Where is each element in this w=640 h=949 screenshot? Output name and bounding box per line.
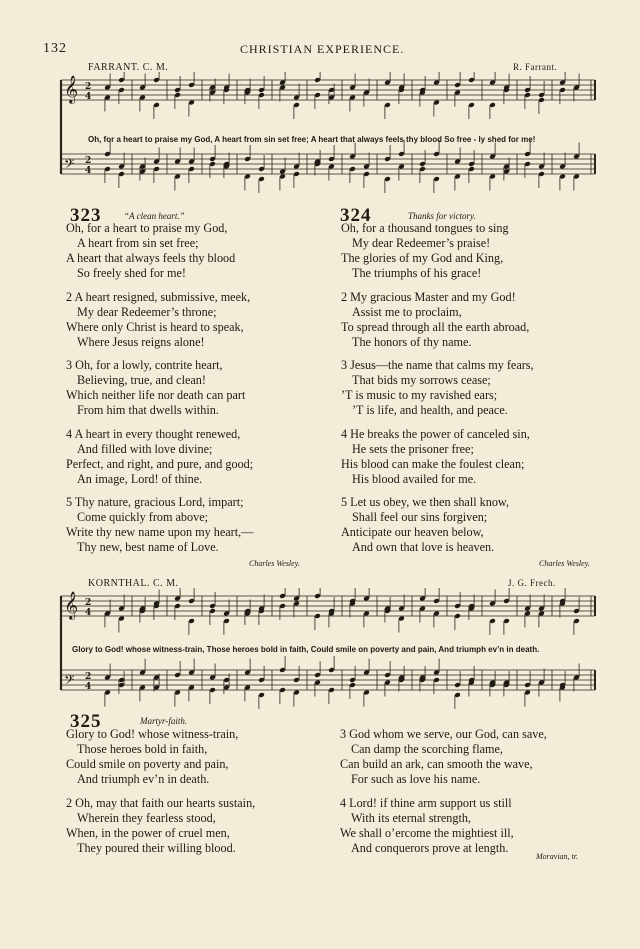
treble-clef-icon: 𝄞 — [64, 75, 79, 103]
tune-name: FARRANT. C. M. — [88, 62, 169, 73]
verse-line: 2 A heart resigned, submissive, meek, — [66, 289, 251, 304]
verse-line: Oh, for a thousand tongues to sing — [341, 221, 509, 235]
verse-line: ’T is music to my ravished ears; — [341, 388, 498, 403]
verse-line: They poured their willing blood. — [77, 840, 236, 855]
verse-line: Where only Christ is heard to speak, — [66, 319, 244, 334]
verse-line: The glories of my God and King, — [341, 251, 504, 265]
verse-line: 3 Jesus—the name that calms my fears, — [341, 358, 534, 373]
hymn-subtitle: Thanks for victory. — [408, 211, 476, 221]
verse-line: 4 Lord! if thine arm support us still — [340, 795, 512, 810]
verse-line: ’T is life, and health, and peace. — [352, 403, 508, 418]
page-number: 132 — [43, 41, 67, 56]
verse-line: A heart that always feels thy blood — [66, 251, 236, 265]
hymn-author: Charles Wesley. — [249, 559, 300, 568]
verse-line: From him that dwells within. — [77, 403, 219, 418]
tune-composer: J. G. Frech. — [508, 578, 556, 588]
time-signature: 4 — [85, 92, 92, 102]
time-signature: 2 — [85, 82, 92, 92]
verse-line: Can build an ark, can smooth the wave, — [340, 757, 533, 771]
verse-line: Anticipate our heaven below, — [341, 525, 484, 540]
verse-line: And own that love is heaven. — [352, 540, 495, 555]
hymn-number: 325 — [70, 711, 102, 732]
verse-line: The honors of thy name. — [352, 334, 472, 349]
verse-line: Where Jesus reigns alone! — [77, 334, 205, 349]
verse-line: And conquerors prove at length. — [351, 840, 509, 855]
verse-line: Come quickly from above; — [77, 510, 208, 525]
running-title: CHRISTIAN EXPERIENCE. — [240, 42, 405, 56]
hymn-author: Moravian, tr. — [536, 852, 578, 861]
verse-line: Shall feel our sins forgiven; — [352, 510, 488, 525]
verse-line: Perfect, and right, and pure, and good; — [66, 456, 254, 471]
verse-line: So freely shed for me! — [77, 266, 186, 280]
verse-line: For such as love his name. — [351, 772, 481, 786]
verse-line: Which neither life nor death can part — [66, 388, 246, 403]
verse-line: 2 My gracious Master and my God! — [341, 289, 516, 304]
verse-line: My dear Redeemer’s throne; — [77, 304, 217, 319]
verse-line: His blood availed for me. — [352, 471, 477, 486]
verse-line: Believing, true, and clean! — [77, 373, 206, 388]
tune-lyric: Glory to God! whose witness-train, Those heroes bold in faith, Could smile on poverty and pain, And triumph ev’n in death. — [72, 645, 540, 654]
verse-line: Those heroes bold in faith, — [77, 742, 208, 756]
verse-line: Write thy new name upon my heart,— — [66, 525, 254, 540]
hymn-subtitle: Martyr-faith. — [140, 716, 188, 726]
verse-line: He sets the prisoner free; — [352, 441, 474, 456]
tune-composer: R. Farrant. — [513, 62, 558, 72]
hymn-text — [66, 727, 255, 856]
hymn-number: 323 — [70, 205, 102, 226]
verse-line: And filled with love divine; — [77, 441, 213, 456]
verse-line: Wherein they fearless stood, — [77, 810, 216, 825]
verse-line: 4 He breaks the power of canceled sin, — [341, 426, 530, 441]
verse-line: 3 God whom we serve, our God, can save, — [340, 727, 547, 741]
verse-line: 5 Thy nature, gracious Lord, impart; — [66, 495, 244, 510]
verse-line: His blood can make the foulest clean; — [341, 456, 525, 471]
bass-clef-icon: 𝄢 — [64, 672, 75, 691]
tune-lyric: Oh, for a heart to praise my God, A heart from sin set free; A heart that always feels thy blood So free - ly shed for me! — [88, 135, 536, 144]
time-signature: 4 — [85, 608, 92, 618]
treble-clef-icon: 𝄞 — [64, 591, 79, 619]
time-signature: 4 — [85, 682, 92, 692]
time-signature: 4 — [85, 166, 92, 176]
verse-line: We shall o’ercome the mightiest ill, — [340, 825, 514, 840]
tune-name: KORNTHAL. C. M. — [88, 578, 179, 589]
verse-line: Assist me to proclaim, — [352, 304, 462, 319]
verse-line: An image, Lord! of thine. — [77, 471, 203, 486]
hymn-text — [341, 221, 534, 555]
verse-line: Oh, for a heart to praise my God, — [66, 221, 228, 235]
verse-line: With its eternal strength, — [351, 810, 471, 825]
hymn-number: 324 — [340, 205, 372, 226]
verse-line: 4 A heart in every thought renewed, — [66, 426, 241, 441]
time-signature: 2 — [85, 156, 92, 166]
verse-line: A heart from sin set free; — [77, 236, 199, 250]
verse-line: 2 Oh, may that faith our hearts sustain, — [66, 795, 256, 810]
verse-line: My dear Redeemer’s praise! — [352, 236, 491, 250]
hymn-author: Charles Wesley. — [539, 559, 590, 568]
time-signature: 2 — [85, 598, 92, 608]
verse-line: 3 Oh, for a lowly, contrite heart, — [66, 358, 223, 373]
verse-line: Thy new, best name of Love. — [77, 540, 219, 555]
hymn-subtitle: “A clean heart.” — [124, 211, 185, 221]
verse-line: Glory to God! whose witness-train, — [66, 727, 239, 741]
verse-line: That bids my sorrows cease; — [352, 373, 491, 388]
verse-line: 5 Let us obey, we then shall know, — [341, 495, 509, 510]
verse-line: And triumph ev’n in death. — [77, 772, 210, 786]
verse-line: To spread through all the earth abroad, — [341, 319, 530, 334]
bass-clef-icon: 𝄢 — [64, 156, 75, 175]
verse-line: Can damp the scorching flame, — [351, 742, 503, 756]
time-signature: 2 — [85, 672, 92, 682]
verse-line: When, in the power of cruel men, — [66, 825, 230, 840]
hymn-text — [340, 727, 547, 856]
verse-line: Could smile on poverty and pain, — [66, 757, 229, 771]
verse-line: The triumphs of his grace! — [352, 266, 482, 280]
hymn-text — [66, 221, 253, 555]
